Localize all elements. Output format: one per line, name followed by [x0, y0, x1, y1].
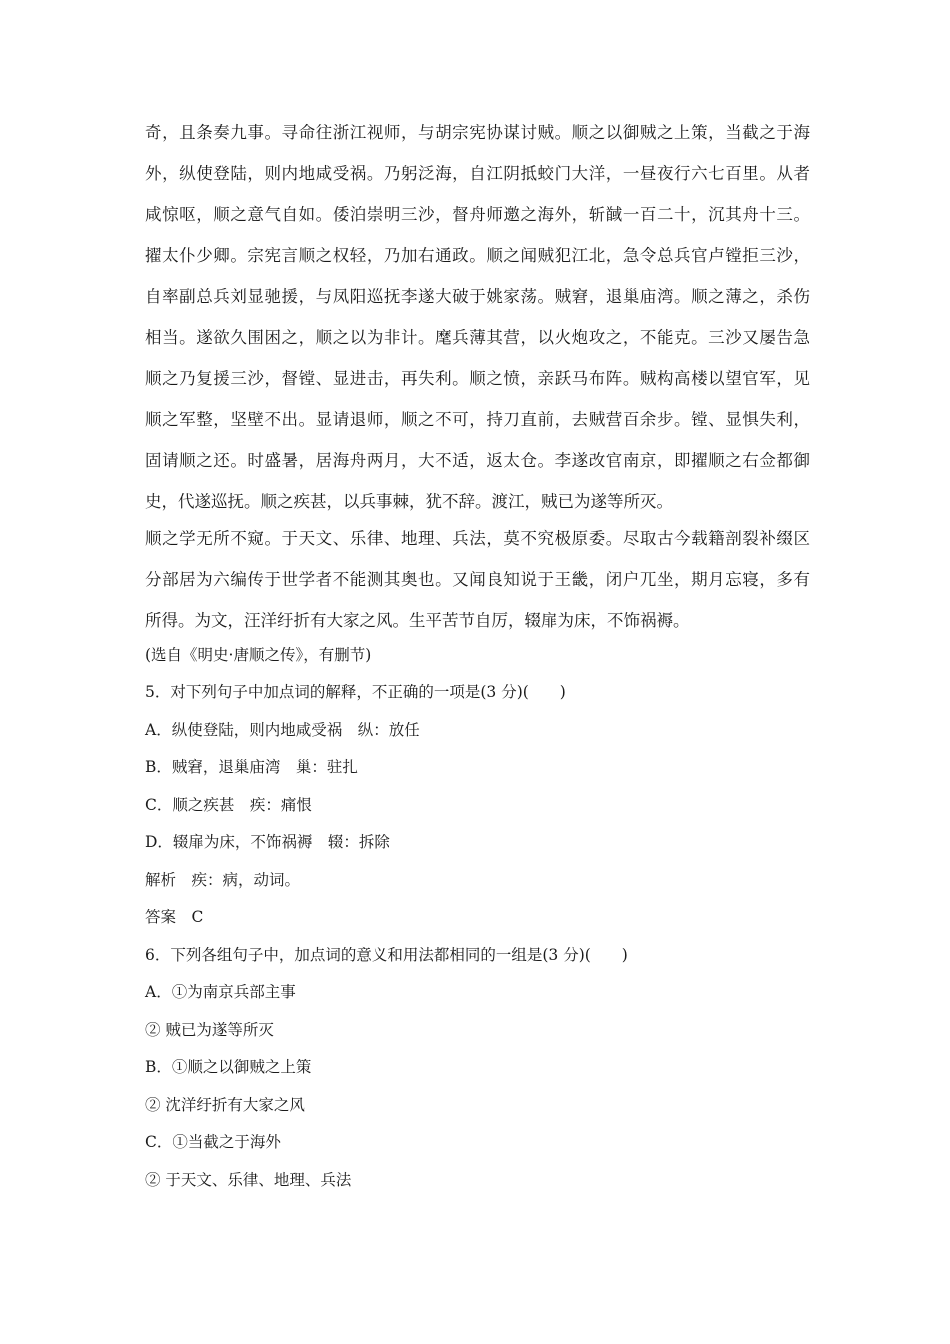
passage-line: 擢太仆少卿。宗宪言顺之权轻，乃加右通政。顺之闻贼犯江北，急令总兵官卢镗拒三沙， — [145, 246, 810, 265]
passage-line: 奇，且条奏九事。寻命往浙江视师，与胡宗宪协谋讨贼。顺之以御贼之上策，当截之于海 — [145, 123, 810, 142]
passage-source: (选自《明史·唐顺之传》，有删节) — [145, 646, 372, 664]
question-5-answer: 答案 C — [145, 908, 204, 926]
document-page — [145, 123, 810, 1207]
question-5-option-d: D．辍扉为床，不饰祸褥 辍：拆除 — [145, 833, 390, 851]
passage-line: 顺之军整，坚壁不出。显请退师，顺之不可，持刀直前，去贼营百余步。镗、显惧失利， — [145, 410, 810, 429]
passage-line: 分部居为六编传于世学者不能测其奥也。又闻良知说于王畿，闭户兀坐，期月忘寝，多有 — [145, 570, 810, 589]
passage-paragraph-1 — [145, 123, 810, 529]
question-6-option-a-2: ② 贼已为遂等所灭 — [145, 1020, 274, 1039]
question-5-option-c: C．顺之疾甚 疾：痛恨 — [145, 795, 312, 814]
passage-line: 咸惊呕，顺之意气自如。倭泊崇明三沙，督舟师邀之海外，斩馘一百二十，沉其舟十三。 — [145, 205, 810, 224]
question-6-option-c-1: C．①当截之于海外 — [145, 1133, 281, 1151]
passage-paragraph-2 — [145, 529, 810, 645]
passage-line: 顺之乃复援三沙，督镗、显进击，再失利。顺之愤，亲跃马布阵。贼构高楼以望官军，见 — [145, 369, 810, 388]
question-6-option-c-2: ② 于天文、乐律、地理、兵法 — [145, 1170, 352, 1189]
passage-line: 外，纵使登陆，则内地咸受祸。乃躬泛海，自江阴抵蛟门大洋，一昼夜行六七百里。从者 — [145, 164, 810, 183]
question-6-option-b-2: ② 沈洋纡折有大家之风 — [145, 1095, 305, 1114]
passage-line: 固请顺之还。时盛暑，居海舟两月，大不适，返太仓。李遂改官南京，即擢顺之右佥都御 — [145, 451, 810, 470]
question-5-stem: 5．对下列句子中加点词的解释，不正确的一项是(3 分)( ) — [145, 683, 566, 701]
passage-line: 相当。遂欲久围困之，顺之以为非计。麾兵薄其营，以火炮攻之，不能克。三沙又屡告急 — [145, 328, 810, 347]
passage-line: 所得。为文，汪洋纡折有大家之风。生平苦节自厉，辍扉为床，不饰祸褥。 — [145, 611, 690, 630]
question-5-option-b: B．贼窘，退巢庙湾 巢：驻扎 — [145, 758, 358, 776]
question-5-option-a: A．纵使登陆，则内地咸受祸 纵：放任 — [145, 720, 420, 739]
question-6-option-a-1: A．①为南京兵部主事 — [145, 983, 296, 1001]
question-6-stem: 6．下列各组句子中，加点词的意义和用法都相同的一组是(3 分)( ) — [145, 945, 628, 964]
question-5-analysis: 解析 疾：病，动词。 — [145, 870, 301, 889]
passage-line: 自率副总兵刘显驰援，与凤阳巡抚李遂大破于姚家荡。贼窘，退巢庙湾。顺之薄之，杀伤 — [145, 287, 810, 306]
question-6-option-b-1: B．①顺之以御贼之上策 — [145, 1058, 312, 1076]
passage-line: 史，代遂巡抚。顺之疾甚，以兵事棘，犹不辞。渡江，贼已为遂等所灭。 — [145, 492, 673, 511]
passage-line: 顺之学无所不窥。于天文、乐律、地理、兵法，莫不究极原委。尽取古今载籍剖裂补缀区 — [145, 529, 810, 548]
